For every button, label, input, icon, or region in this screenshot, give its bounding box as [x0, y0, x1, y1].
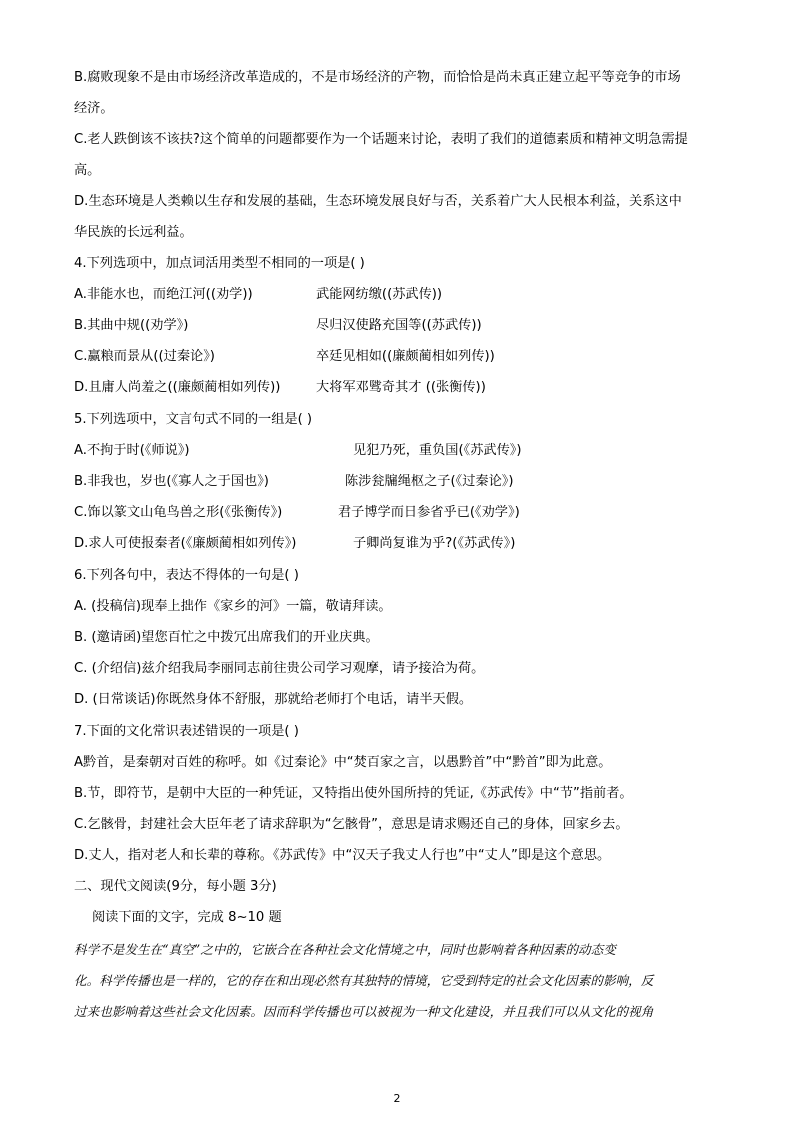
page-number: 2 — [393, 1092, 401, 1105]
q6-title: 6.下列各句中，表达不得体的一句是( ) — [74, 568, 299, 583]
q5-option-c — [74, 503, 520, 523]
passage-line-2: 化。科学传播也是一样的，它的存在和出现必然有其独特的情境，它受到特定的社会文化因素的影响，反 — [74, 973, 654, 988]
q7-option-a: A黔首，是秦朝对百姓的称呼。如《过秦论》中“焚百家之言，以愚黔首”中“黔首”即为此意。 — [74, 755, 612, 770]
q3-option-b-line1: B.腐败现象不是由市场经济改革造成的，不是市场经济的产物，而恰恰是尚未真正建立起平等竞争的市场 — [74, 70, 681, 85]
q5-option-d — [74, 534, 516, 554]
q4-option-a-left: A.非能水也，而绝江河((劝学)) — [74, 287, 253, 302]
q4-option-c-right: 卒廷见相如((廉颇蔺相如列传)) — [316, 349, 495, 364]
q4-option-b-left: B.其曲中规((劝学》) — [74, 318, 189, 333]
q5-title: 5.下列选项中，文言句式不同的一组是( ) — [74, 412, 313, 427]
q4-option-d-left: D.且庸人尚羞之((廉颇蔺相如列传)) — [74, 380, 281, 395]
q4-option-c-left: C.赢粮而景从((过秦论》) — [74, 349, 215, 364]
q7-option-b: B.节，即符节，是朝中大臣的一种凭证，又特指出使外国所持的凭证,《苏武传》中“节”指前者。 — [74, 786, 633, 801]
q3-option-c-line2: 高。 — [74, 163, 101, 178]
q7-option-d: D.丈人，指对老人和长辈的尊称。《苏武传》中“汉天子我丈人行也”中“丈人”即是这个意思。 — [74, 848, 611, 863]
q5-option-b — [74, 472, 514, 492]
q4-title: 4.下列选项中，加点词活用类型不相同的一项是( ) — [74, 256, 365, 271]
q5-option-a — [74, 441, 522, 461]
q4-option-a-right: 武能网纺缴((苏武传)) — [316, 287, 443, 302]
q4-option-b — [74, 316, 482, 336]
q3-option-b-line2: 经济。 — [74, 101, 114, 116]
reading-instruction: 阅读下面的文字，完成 8~10 题 — [92, 910, 282, 925]
q4-option-b-right: 尽归汉使路充国等((苏武传)) — [316, 318, 482, 333]
passage-line-3: 过来也影响着这些社会文化因素。因而科学传播也可以被视为一种文化建设，并且我们可以从文化的视角 — [74, 1004, 654, 1019]
q5-option-b-left: B.非我也，岁也(《寡人之于国也》) — [74, 474, 269, 489]
passage-line-1: 科学不是发生在“真空”之中的，它嵌合在各种社会文化情境之中，同时也影响着各种因素的动态变 — [74, 942, 616, 957]
q4-option-d-right: 大将军邓骘奇其才 ((张衡传)) — [316, 380, 486, 395]
q3-option-d-line1: D.生态环境是人类赖以生存和发展的基础，生态环境发展良好与否，关系着广大人民根本利益，关系这中 — [74, 194, 682, 209]
q3-option-d-line2: 华民族的长远利益。 — [74, 225, 193, 240]
q5-option-d-left: D.求人可使报秦者(《廉颇蔺相如列传》) — [74, 536, 297, 551]
q7-title: 7.下面的文化常识表述错误的一项是( ) — [74, 724, 299, 739]
q4-option-a — [74, 285, 443, 305]
q6-option-b: B. (邀请函)望您百忙之中拨冗出席我们的开业庆典。 — [74, 630, 379, 645]
q4-option-d — [74, 378, 486, 398]
q6-option-c: C. (介绍信)兹介绍我局李丽同志前往贵公司学习观摩，请予接洽为荷。 — [74, 661, 485, 676]
q5-option-d-right: 子卿尚复谁为乎?(《苏武传》) — [353, 536, 516, 551]
section-title: 二、现代文阅读(9分，每小题 3分) — [74, 879, 277, 894]
q5-option-a-right: 见犯乃死，重负国(《苏武传》) — [353, 443, 522, 458]
q7-option-c: C.乞骸骨，封建社会大臣年老了请求辞职为“乞骸骨”，意思是请求赐还自己的身体，回家乡去。 — [74, 817, 629, 832]
q5-option-b-right: 陈涉瓮牖绳枢之子(《过秦论》) — [345, 474, 514, 489]
q4-option-c — [74, 347, 495, 367]
q3-option-c-line1: C.老人跌倒该不该扶?这个简单的问题都要作为一个话题来讨论，表明了我们的道德素质和精神文明急需提 — [74, 132, 688, 147]
q6-option-a: A. (投稿信)现奉上拙作《家乡的河》一篇，敬请拜读。 — [74, 599, 392, 614]
q5-option-a-left: A.不拘于时(《师说》) — [74, 443, 190, 458]
q5-option-c-right: 君子博学而日参省乎已(《劝学》) — [338, 505, 520, 520]
q5-option-c-left: C.饰以篆文山龟鸟兽之形(《张衡传》) — [74, 505, 283, 520]
q6-option-d: D. (日常谈话)你既然身体不舒服，那就给老师打个电话，请半天假。 — [74, 692, 473, 707]
